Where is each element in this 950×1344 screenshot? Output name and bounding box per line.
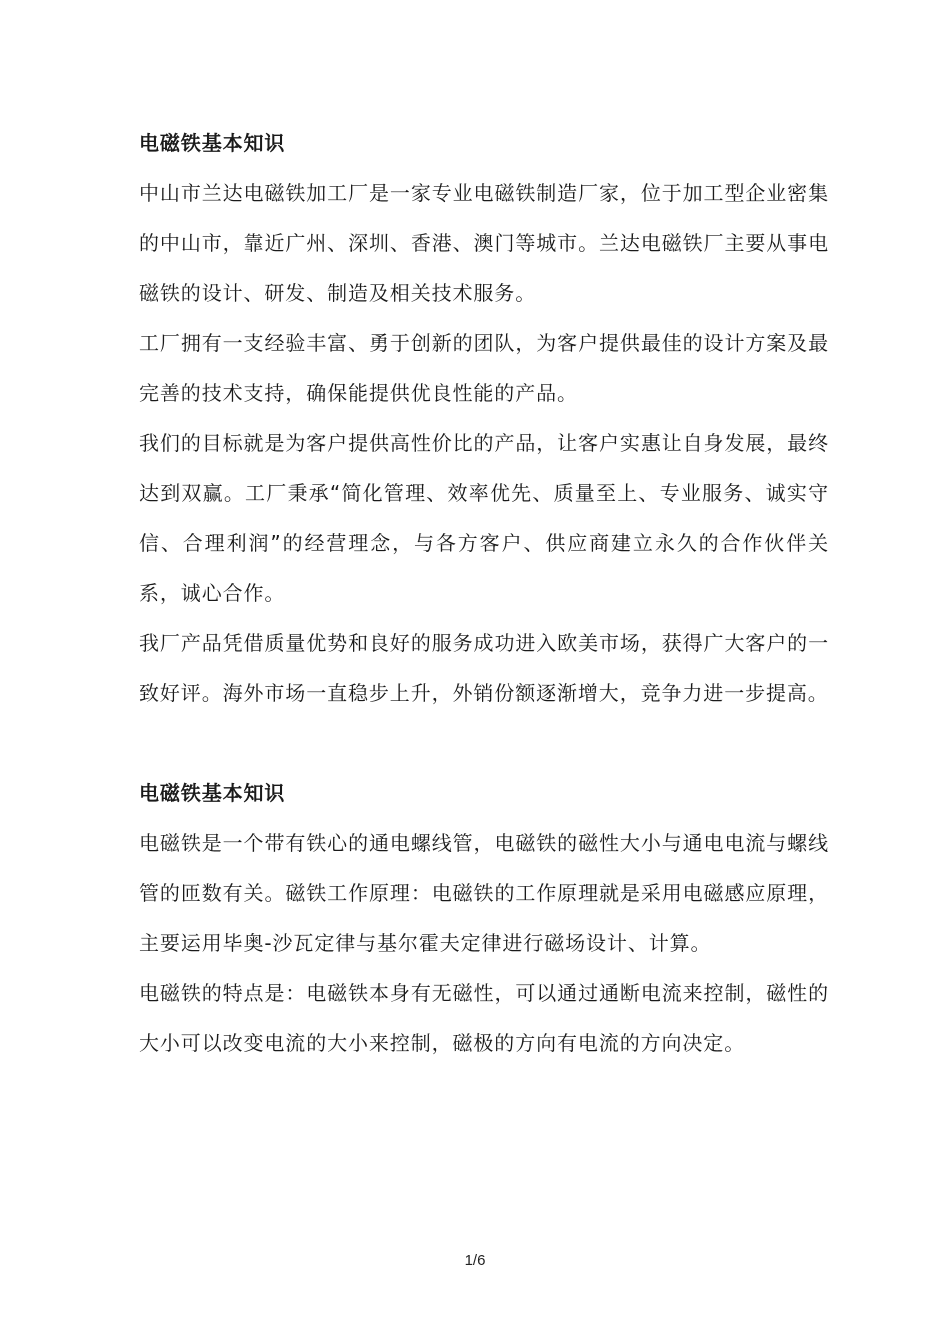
section-electromagnet-basics bbox=[139, 768, 829, 1068]
section-body bbox=[139, 168, 829, 718]
paragraph: 电磁铁的特点是：电磁铁本身有无磁性，可以通过通断电流来控制，磁性的大小可以改变电流的大小来控制，磁极的方向有电流的方向决定。 bbox=[139, 981, 829, 1055]
section-heading: 电磁铁基本知识 bbox=[139, 781, 286, 805]
paragraph: 工厂拥有一支经验丰富、勇于创新的团队，为客户提供最佳的设计方案及最完善的技术支持，确保能提供优良性能的产品。 bbox=[139, 331, 829, 405]
paragraph: 我厂产品凭借质量优势和良好的服务成功进入欧美市场，获得广大客户的一致好评。海外市场一直稳步上升，外销份额逐渐增大，竞争力进一步提高。 bbox=[139, 631, 829, 705]
page-number: 1/6 bbox=[464, 1252, 486, 1269]
section-heading: 电磁铁基本知识 bbox=[139, 131, 286, 155]
paragraph: 电磁铁是一个带有铁心的通电螺线管，电磁铁的磁性大小与通电电流与螺线管的匝数有关。磁铁工作原理：电磁铁的工作原理就是采用电磁感应原理，主要运用毕奥-沙瓦定律与基尔霍夫定律进行磁场设计、计算。 bbox=[139, 831, 829, 955]
section-body bbox=[139, 818, 829, 1068]
section-company-intro bbox=[139, 118, 829, 718]
document-page bbox=[139, 118, 829, 1068]
paragraph: 中山市兰达电磁铁加工厂是一家专业电磁铁制造厂家，位于加工型企业密集的中山市，靠近广州、深圳、香港、澳门等城市。兰达电磁铁厂主要从事电磁铁的设计、研发、制造及相关技术服务。 bbox=[139, 181, 829, 305]
section-spacer bbox=[139, 718, 829, 768]
paragraph: 我们的目标就是为客户提供高性价比的产品，让客户实惠让自身发展，最终达到双赢。工厂秉承“简化管理、效率优先、质量至上、专业服务、诚实守信、合理利润”的经营理念，与各方客户、供应商建立永久的合作伙伴关系，诚心合作。 bbox=[139, 431, 829, 605]
